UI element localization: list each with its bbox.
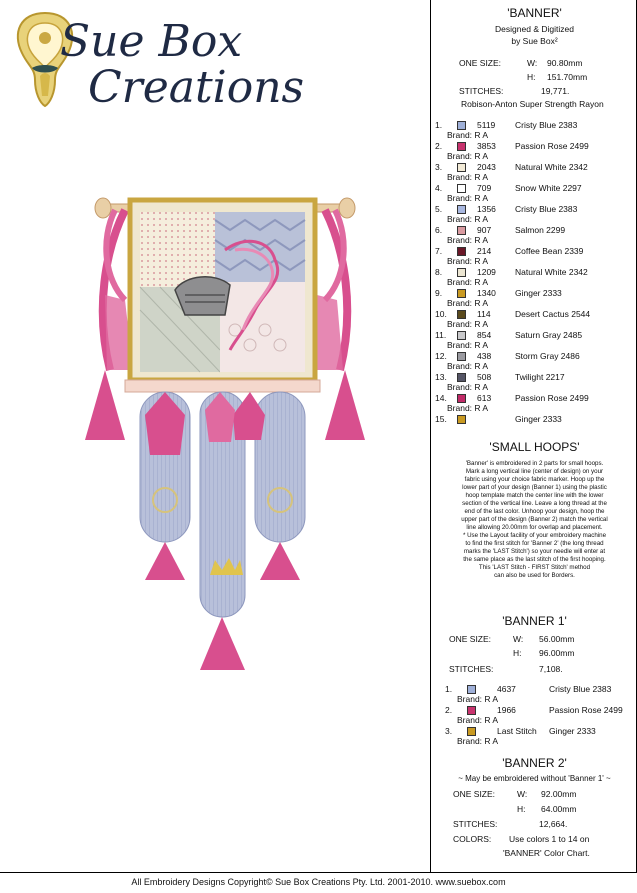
instruction-line: the same place as the last stitch of the first hooping. [463, 556, 606, 563]
color-number: 2. [445, 705, 453, 715]
designer-name: by Sue Box² [511, 36, 558, 46]
color-name: Passion Rose 2499 [515, 141, 589, 151]
color-brand: Brand: R A [457, 694, 499, 704]
color-brand: Brand: R A [457, 715, 499, 725]
color-swatch [457, 373, 466, 382]
color-name: Cristy Blue 2383 [515, 204, 578, 214]
color-brand: Brand: R A [447, 340, 489, 350]
height-value: 151.70mm [547, 72, 588, 82]
color-brand: Brand: R A [447, 319, 489, 329]
banner1-height-value: 96.00mm [539, 648, 575, 658]
color-stitch-count: 1966 [497, 705, 516, 715]
color-number: 13. [435, 372, 447, 382]
color-brand: Brand: R A [447, 277, 489, 287]
color-name: Cristy Blue 2383 [515, 120, 578, 130]
color-swatch [457, 268, 466, 277]
color-number: 12. [435, 351, 447, 361]
color-stitch-count: 709 [477, 183, 492, 193]
banner2-width-label: W: [517, 789, 528, 799]
color-stitch-count: 4637 [497, 684, 516, 694]
color-brand: Brand: R A [447, 361, 489, 371]
color-number: 1. [435, 120, 443, 130]
banner-title: 'BANNER' [507, 6, 562, 20]
color-brand: Brand: R A [447, 256, 489, 266]
color-brand: Brand: R A [447, 298, 489, 308]
color-name: Natural White 2342 [515, 162, 588, 172]
color-brand: Brand: R A [447, 403, 489, 413]
color-swatch [457, 205, 466, 214]
color-swatch [467, 685, 476, 694]
color-number: 7. [435, 246, 443, 256]
color-swatch [467, 727, 476, 736]
color-brand: Brand: R A [447, 235, 489, 245]
color-name: Twilight 2217 [515, 372, 565, 382]
banner2-title: 'BANNER 2' [502, 756, 567, 770]
copyright-text: All Embroidery Designs Copyright© Sue Box Creations Pty. Ltd. 2001-2010. www.suebox.com [131, 877, 506, 887]
color-number: 1. [445, 684, 453, 694]
banner1-width-value: 56.00mm [539, 634, 575, 644]
color-stitch-count: 613 [477, 393, 492, 403]
instruction-line: section of the vertical line. Leave a long thread at the [462, 500, 607, 507]
color-swatch [467, 706, 476, 715]
instruction-line: line allowing 20.00mm for overlap and placement. [466, 524, 603, 531]
thread-note: Robison-Anton Super Strength Rayon [461, 99, 604, 109]
color-name: Ginger 2333 [515, 414, 562, 424]
color-number: 4. [435, 183, 443, 193]
color-number: 3. [435, 162, 443, 172]
color-brand: Brand: R A [447, 130, 489, 140]
color-swatch [457, 121, 466, 130]
color-name: Coffee Bean 2339 [515, 246, 584, 256]
banner2-height-value: 64.00mm [541, 804, 577, 814]
color-swatch [457, 352, 466, 361]
color-name: Desert Cactus 2544 [515, 309, 591, 319]
color-name: Passion Rose 2499 [515, 393, 589, 403]
color-swatch [457, 415, 466, 424]
instruction-line: Mark a long vertical line (center of design) on your [465, 468, 604, 475]
logo-line-2: Creations [88, 62, 305, 113]
color-stitch-count: 508 [477, 372, 492, 382]
color-brand: Brand: R A [447, 193, 489, 203]
instruction-line: This 'LAST Stitch - FIRST Stitch' method [478, 564, 591, 571]
color-number: 15. [435, 414, 447, 424]
color-name: Cristy Blue 2383 [549, 684, 612, 694]
color-name: Storm Gray 2486 [515, 351, 580, 361]
color-name: Ginger 2333 [515, 288, 562, 298]
banner2-height-label: H: [517, 804, 526, 814]
color-stitch-count: 907 [477, 225, 492, 235]
color-swatch [457, 331, 466, 340]
logo-line-1: Sue Box [60, 16, 243, 67]
color-number: 10. [435, 309, 447, 319]
banner1-stitches-label: STITCHES: [449, 664, 494, 674]
banner1-stitches-value: 7,108. [539, 664, 563, 674]
color-brand: Brand: R A [447, 382, 489, 392]
color-stitch-count: 438 [477, 351, 492, 361]
instruction-line: lower part of your design (Banner 1) using the plastic [462, 484, 607, 491]
banner2-one-size-label: ONE SIZE: [453, 789, 496, 799]
color-number: 2. [435, 141, 443, 151]
designed-by-text: Designed & Digitized [495, 24, 574, 34]
color-number: 9. [435, 288, 443, 298]
color-brand: Brand: R A [447, 151, 489, 161]
instruction-line: 'Banner' is embroidered in 2 parts for small hoops. [465, 460, 604, 467]
color-stitch-count: 1209 [477, 267, 496, 277]
height-label: H: [527, 72, 536, 82]
color-stitch-count: 3853 [477, 141, 496, 151]
width-label: W: [527, 58, 538, 68]
banner1-width-label: W: [513, 634, 524, 644]
color-brand: Brand: R A [447, 172, 489, 182]
color-swatch [457, 289, 466, 298]
color-stitch-count: 5119 [477, 120, 496, 130]
one-size-label: ONE SIZE: [459, 58, 502, 68]
banner2-colors-value: Use colors 1 to 14 on [509, 834, 590, 844]
banner1-height-label: H: [513, 648, 522, 658]
color-stitch-count: 1356 [477, 204, 496, 214]
instruction-line: fabric using your choice fabric marker. Hoop up the [464, 476, 605, 483]
color-stitch-count: 854 [477, 330, 492, 340]
instruction-line: marks the 'LAST Stitch') so your needle will enter at [463, 548, 606, 555]
footer [0, 872, 637, 893]
color-number: 6. [435, 225, 443, 235]
color-stitch-count: 214 [477, 246, 492, 256]
color-number: 3. [445, 726, 453, 736]
color-name: Natural White 2342 [515, 267, 588, 277]
color-brand: Brand: R A [457, 736, 499, 746]
small-hoops-title: 'SMALL HOOPS' [489, 440, 580, 454]
banner2-colors-value-2: 'BANNER' Color Chart. [503, 848, 590, 858]
color-name: Snow White 2297 [515, 183, 582, 193]
banner1-title: 'BANNER 1' [502, 614, 567, 628]
color-stitch-count: 114 [477, 309, 491, 319]
banner2-width-value: 92.00mm [541, 789, 577, 799]
color-brand: Brand: R A [447, 214, 489, 224]
instruction-line: can also be used for Borders. [494, 572, 575, 579]
banner2-stitches-value: 12,664. [539, 819, 568, 829]
color-swatch [457, 247, 466, 256]
color-stitch-count: Last Stitch [497, 726, 537, 736]
banner1-one-size-label: ONE SIZE: [449, 634, 492, 644]
color-swatch [457, 226, 466, 235]
color-number: 14. [435, 393, 447, 403]
instruction-line: to find the first stitch for 'Banner 2' (the long thread [465, 540, 604, 547]
instruction-line: * Use the Layout facility of your embroidery machine [462, 532, 607, 539]
color-stitch-count: 1340 [477, 288, 496, 298]
banner2-note: ~ May be embroidered without 'Banner 1' ~ [458, 774, 611, 783]
color-swatch [457, 310, 466, 319]
color-name: Salmon 2299 [515, 225, 566, 235]
color-swatch [457, 142, 466, 151]
color-swatch [457, 163, 466, 172]
width-value: 90.80mm [547, 58, 583, 68]
small-hoops-instructions [437, 460, 632, 580]
color-number: 11. [435, 330, 447, 340]
stitches-label: STITCHES: [459, 86, 504, 96]
instruction-line: upper part of the design (Banner 2) match the vertical [461, 516, 608, 523]
color-name: Saturn Gray 2485 [515, 330, 583, 340]
color-number: 5. [435, 204, 443, 214]
color-swatch [457, 184, 466, 193]
specification-panel [430, 0, 637, 872]
instruction-line: end of the last color. Unhoop your design, hoop the [464, 508, 605, 515]
stitches-value: 19,771. [541, 86, 570, 96]
color-name: Passion Rose 2499 [549, 705, 623, 715]
banner2-stitches-label: STITCHES: [453, 819, 498, 829]
color-number: 8. [435, 267, 443, 277]
color-swatch [457, 394, 466, 403]
color-name: Ginger 2333 [549, 726, 596, 736]
instruction-line: hoop template match the center line with the lower [465, 492, 604, 499]
banner-embroidery-illustration [85, 180, 365, 680]
color-stitch-count: 2043 [477, 162, 496, 172]
banner2-colors-label: COLORS: [453, 834, 492, 844]
